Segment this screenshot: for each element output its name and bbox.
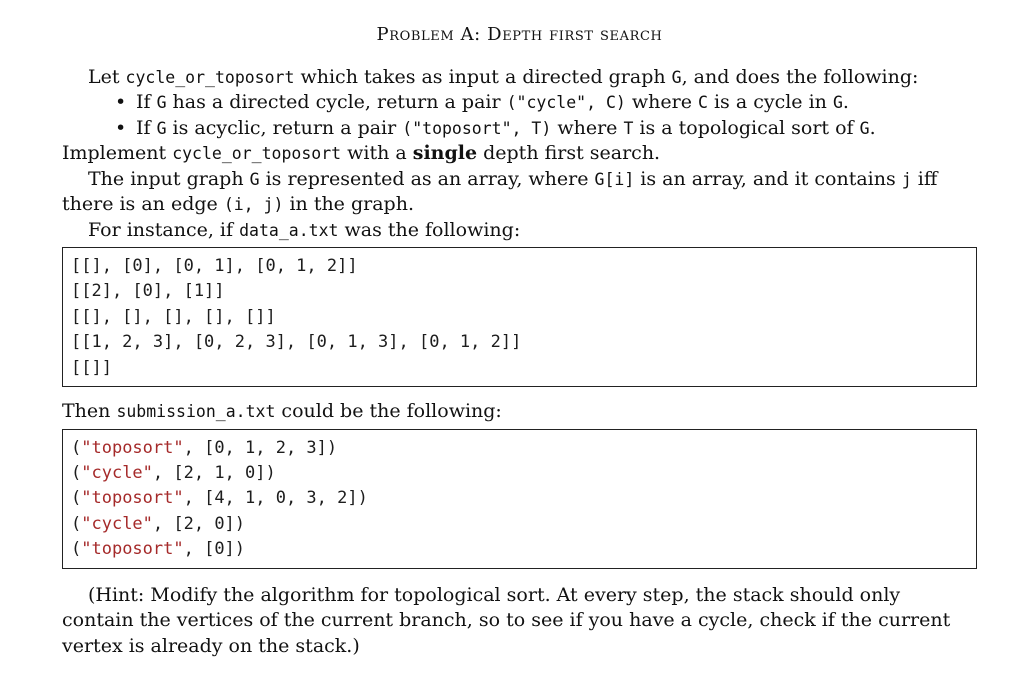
graph-symbol: G	[671, 67, 682, 87]
then-paragraph: Then submission_a.txt could be the following:	[62, 400, 502, 423]
submission-filename: submission_a.txt	[116, 402, 276, 422]
problem-title: Problem A: Depth first search	[376, 24, 663, 45]
code-line: [[]]	[71, 357, 112, 378]
list-item: • If G is acyclic, return a pair ("toposort", T) where T is a topological sort of G.	[62, 116, 977, 142]
submission-code-block	[62, 429, 977, 569]
code-line: ("toposort", [0])	[71, 539, 246, 560]
code-line: ("toposort", [0, 1, 2, 3])	[71, 437, 338, 458]
code-line: ("cycle", [2, 0])	[71, 513, 246, 534]
code-line: [[2], [0], [1]]	[71, 281, 225, 302]
intro-text-3: , and does the following:	[681, 65, 919, 88]
list-item: • If G has a directed cycle, return a pair ("cycle", C) where C is a cycle in G.	[62, 90, 977, 116]
code-line: [[1, 2, 3], [0, 2, 3], [0, 1, 3], [0, 1, 2]]	[71, 332, 522, 353]
emphasis-single: single	[412, 142, 478, 164]
code-line: ("cycle", [2, 1, 0])	[71, 462, 276, 483]
code-line: [[], [], [], [], []]	[71, 306, 276, 327]
data-code-block	[62, 247, 977, 387]
function-name: cycle_or_toposort	[172, 144, 342, 163]
code-line: [[], [0], [0, 1], [0, 1, 2]]	[71, 256, 358, 276]
intro-text-2: which takes as input a directed graph	[294, 65, 672, 88]
data-filename: data_a.txt	[239, 220, 339, 240]
representation-paragraph: The input graph G is represented as an array, where G[i] is an array, and it contains j iff there is an edge (i, j) in the graph.	[62, 167, 938, 215]
implement-paragraph: Implement cycle_or_toposort with a single depth first search.	[62, 142, 661, 164]
intro-text-1: Let	[88, 65, 126, 88]
instance-paragraph: For instance, if data_a.txt was the following:	[88, 218, 521, 241]
function-name: cycle_or_toposort	[125, 67, 295, 87]
requirements-list	[62, 90, 977, 141]
problem-document	[62, 22, 977, 659]
intro-paragraph	[62, 65, 977, 91]
code-line: ("toposort", [4, 1, 0, 3, 2])	[71, 488, 368, 509]
hint-paragraph: (Hint: Modify the algorithm for topological sort. At every step, the stack should only contain the vertices of the current branch, so to see if you have a cycle, check if the current vertex is already on the stack.)	[62, 583, 951, 657]
